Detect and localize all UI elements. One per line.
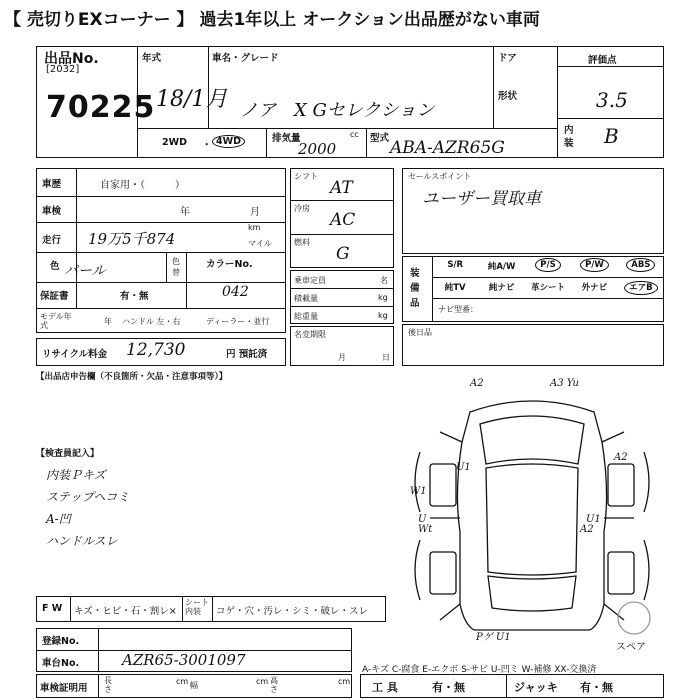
model-code-value: ABA-AZR65G (390, 138, 505, 158)
equipment-item (618, 281, 664, 293)
equipment-item-label: P/W (580, 258, 609, 272)
after-items-block (402, 324, 664, 366)
equipment-label: 装備品 (410, 268, 420, 309)
seller-note-label: 【出品店申告欄（不良箇所・欠品・注意事項等）】 (36, 372, 228, 382)
equipment-item-label: P/S (535, 258, 560, 272)
spare-label: スペア (616, 642, 646, 653)
seat-items: コゲ・穴・汚レ・シミ・破レ・スレ (216, 606, 369, 617)
interior-label: 内装 (564, 125, 574, 149)
damage-mark: W1 (410, 486, 427, 497)
mileage-value: 19万5千874 (88, 230, 176, 248)
jack-label: ジャッキ (514, 681, 558, 694)
inspector-note: ステップヘコミ (46, 490, 130, 504)
after-items-label: 後日品 (408, 328, 432, 337)
cooling-value: AC (330, 210, 356, 230)
inspector-note: ハンドルスレ (46, 534, 118, 548)
equipment-item (525, 260, 571, 272)
score-value: 3.5 (596, 88, 628, 112)
fw-items: キズ・ヒビ・石・割レ× (74, 606, 177, 617)
fw-label: F W (42, 603, 63, 614)
damage-legend: A-キズ C-腐食 E-エクボ S-サビ U-凹ミ W-補修 XX-交換済 (362, 665, 597, 675)
equipment-item (432, 260, 478, 272)
inspector-note: A-凹 (46, 512, 71, 526)
page-title-banner: 【 売切りEXコーナー 】 過去1年以上 オークション出品歴がない車両 (4, 9, 540, 30)
fuel-value: G (336, 244, 350, 264)
inspector-note: 内装Ｐキズ (46, 468, 106, 482)
inspector-label: 【検査員記入】 (36, 449, 100, 459)
equipment-item-label: エアB (624, 281, 657, 295)
displacement-unit: cc (350, 130, 359, 139)
damage-mark: A3 Yu (550, 378, 579, 389)
displacement-label: 排気量 (272, 133, 301, 144)
interior-value: B (604, 124, 619, 148)
damage-mark: Wt (418, 524, 433, 535)
equipment-item (571, 260, 617, 272)
damage-mark: A2 (470, 378, 484, 389)
sales-point-value: ユーザー買取車 (422, 189, 541, 209)
equipment-item (525, 281, 571, 293)
equipment-item (478, 281, 524, 293)
damage-mark: U1 (586, 514, 601, 525)
history-value: 自家用・（ ） (100, 180, 185, 191)
color-no-value: 042 (222, 284, 249, 300)
equipment-item-label: 純A/W (487, 262, 516, 272)
equipment-item (478, 260, 524, 272)
certificate-label: 車検証明用 (40, 683, 88, 694)
history-label: 車歴 (42, 179, 62, 190)
seat-label: シート内装 (185, 598, 209, 616)
equipment-row-2 (432, 281, 664, 293)
sales-point-label: セールスポイント (408, 172, 472, 181)
color-label: 色 (50, 261, 60, 272)
damage-mark: U1 (456, 462, 471, 473)
navi-model-label: ナビ型番： (438, 305, 478, 314)
model-code-label: 型式 (370, 133, 390, 144)
registration-label: 登録No. (42, 636, 80, 647)
color-no-label: カラーNo. (206, 259, 253, 270)
shift-value: AT (330, 178, 353, 198)
year-value: 18/1月 (156, 87, 228, 112)
drive-2wd: 2WD (162, 137, 187, 148)
displacement-value: 2000 (298, 140, 337, 158)
chassis-label: 車台No. (42, 658, 80, 669)
door-label: ドア (498, 53, 517, 64)
name-grade-value: ノア X Gセレクション (240, 100, 435, 121)
name-grade-label: 車名・グレード (212, 53, 279, 64)
equipment-item (432, 281, 478, 293)
recycle-suffix: 円 預託済 (226, 349, 268, 360)
equipment-item-label: 革シート (531, 283, 566, 293)
warranty-value: 有・無 (120, 291, 149, 302)
damage-mark: A2 (614, 452, 628, 463)
recycle-label: リサイクル料金 (42, 349, 108, 360)
tools-block (360, 674, 664, 698)
equipment-item-label: S/R (447, 260, 464, 270)
inspector-notes (46, 464, 129, 552)
damage-mark: Pゲ U1 (476, 632, 511, 643)
equipment-item (618, 260, 664, 272)
lot-number: 70225 (46, 90, 156, 125)
tools-label: 工 具 (372, 681, 398, 694)
equipment-item-label: 純TV (444, 283, 466, 293)
color-value: パール (64, 263, 106, 279)
mileage-label: 走行 (42, 235, 62, 246)
score-label: 評価点 (588, 55, 617, 66)
jack-value: 有・無 (580, 681, 613, 694)
equipment-item-label: ABS (626, 258, 655, 272)
recycle-value: 12,730 (126, 340, 186, 360)
tools-value: 有・無 (432, 681, 465, 694)
equipment-item-label: 外ナビ (581, 283, 608, 293)
car-diagram (400, 372, 665, 662)
year-label: 年式 (142, 53, 162, 64)
inspection-label: 車検 (42, 206, 62, 217)
equipment-item-label: 純ナビ (488, 283, 515, 293)
shape-label: 形状 (498, 91, 518, 102)
lot-sub-number: [2032] (46, 64, 80, 75)
drive-4wd-circled: 4WD (212, 135, 245, 148)
damage-mark: U (418, 514, 427, 525)
lot-label: 出品No. (44, 51, 99, 67)
damage-mark: A2 (580, 524, 594, 535)
warranty-label: 保証書 (40, 291, 69, 302)
equipment-row-1 (432, 260, 664, 272)
chassis-value: AZR65-3001097 (122, 651, 246, 669)
equipment-item (571, 281, 617, 293)
